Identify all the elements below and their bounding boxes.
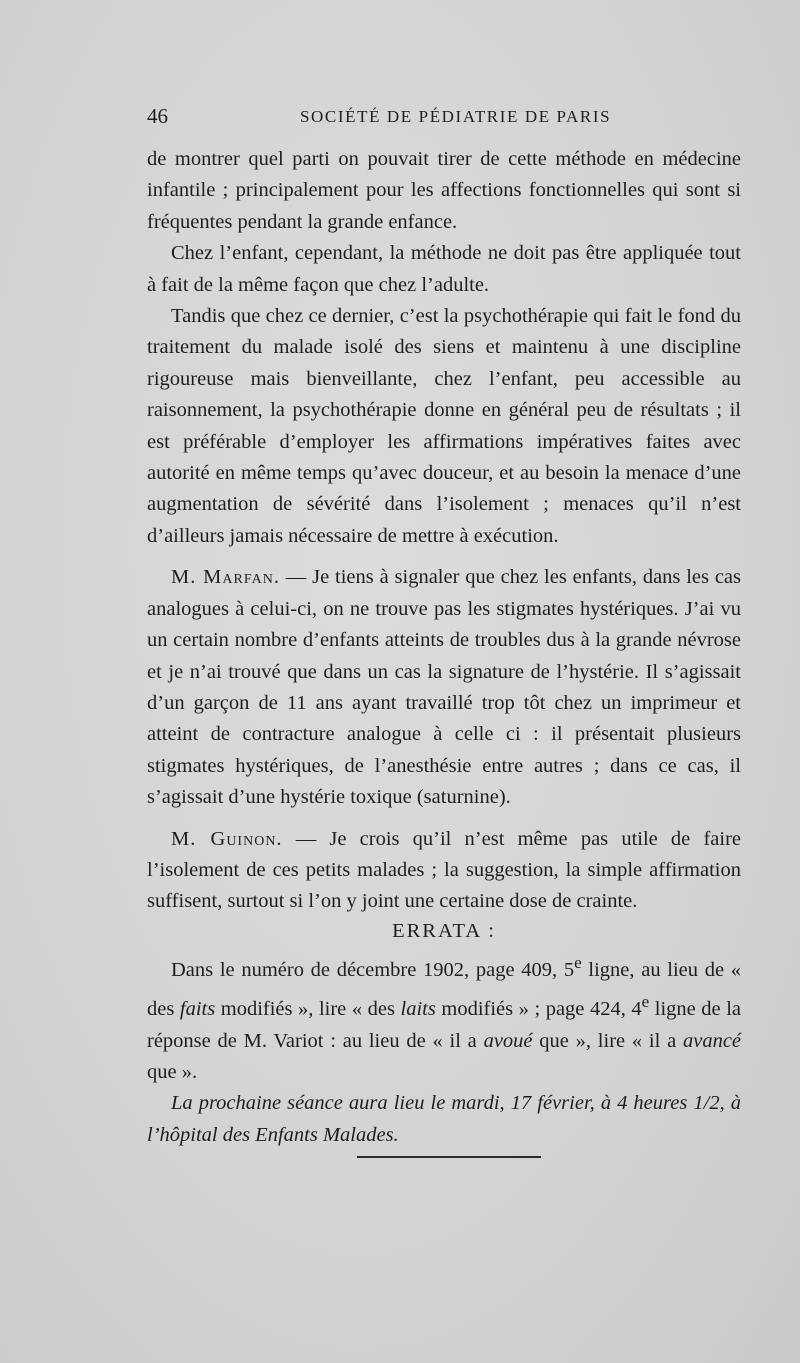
- paragraph-marfan: [147, 562, 741, 813]
- page-number: 46: [147, 104, 168, 128]
- running-head: SOCIÉTÉ DE PÉDIATRIE DE PARIS: [300, 107, 612, 126]
- page-header: [147, 104, 742, 134]
- errata-text: Dans le numéro de décembre 1902, page 409, 5e ligne, au lieu de « des faits modifiés », lire « des laits modifiés » ; page 424, 4e ligne de la réponse de M. Variot : au lieu de « il a avoué que », lire « il a avancé que ».: [147, 953, 742, 1084]
- errata-title: ERRATA :: [392, 919, 496, 942]
- paragraph-guinon: [147, 824, 741, 918]
- body-text: [147, 144, 741, 1151]
- next-session-announcement: La prochaine séance aura lieu le mardi, 17 février, à 4 heures 1/2, à l’hôpital des Enfants Malades.: [147, 1092, 741, 1146]
- speaker-marfan: M. Marfan.: [171, 566, 280, 589]
- paragraph-child-method: Chez l’enfant, cependant, la méthode ne doit pas être appliquée tout à fait de la même façon que chez l’adulte.: [147, 242, 741, 296]
- speaker-guinon: M. Guinon.: [171, 827, 283, 850]
- guinon-remark: — Je crois qu’il n’est même pas utile de faire l’isolement de ces petits malades ; la suggestion, la simple affirmation suffisent, surtout si l’on y joint une certaine dose de crainte.: [147, 827, 741, 913]
- closing-rule: [357, 1156, 541, 1158]
- paragraph-psychotherapy: Tandis que chez ce dernier, c’est la psychothérapie qui fait le fond du traitement du malade isolé des siens et maintenu à une discipline rigoureuse mais bienveillante, chez l’enfant, peu accessible au raisonnement, la psychothérapie donne en général peu de résultats ; il est préférable d’employer les affirmations impératives faites avec autorité en même temps qu’avec douceur, et au besoin la menace d’une augmentation de sévérité dans l’isolement ; menaces qu’il n’est d’ailleurs jamais nécessaire de mettre à exécution.: [147, 305, 741, 547]
- paragraph-continuation: de montrer quel parti on pouvait tirer de cette méthode en médecine infantile ; principalement pour les affections fonctionnelles qui sont si fréquentes pendant la grande enfance.: [147, 148, 741, 233]
- marfan-remark: — Je tiens à signaler que chez les enfants, dans les cas analogues à celui-ci, on ne trouve pas les stigmates hystériques. J’ai vu un certain nombre d’enfants atteints de troubles dus à la grande névrose et je n’ai trouvé que dans un cas la signature de l’hystérie. Il s’agissait d’un garçon de 11 ans ayant travaillé trop tôt chez un imprimeur et atteint de contracture analogue à celle ci : il présentait plusieurs stigmates hystériques, de l’anesthésie entre autres ; dans ce cas, il s’agissait d’une hystérie toxique (saturnine).: [147, 566, 742, 809]
